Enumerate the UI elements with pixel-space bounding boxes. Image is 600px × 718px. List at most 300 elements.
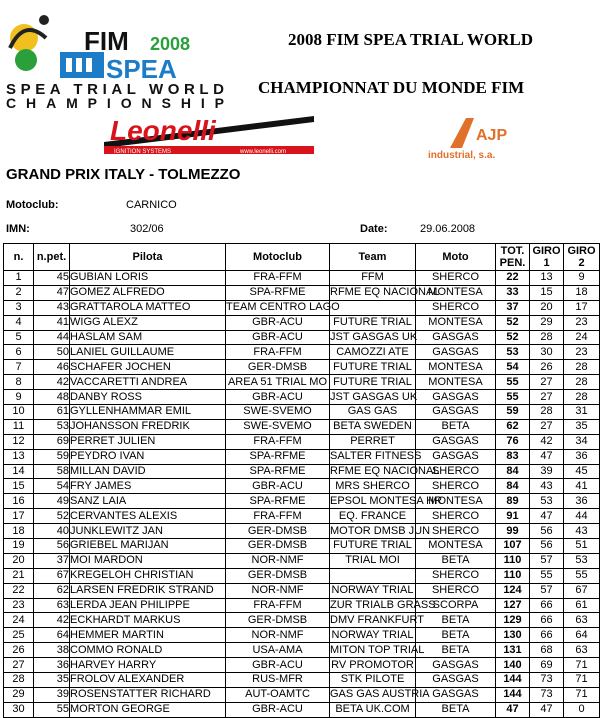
motoclub-label: Motoclub: bbox=[6, 199, 59, 211]
table-row bbox=[4, 568, 600, 583]
cell-rider: HASLAM SAM bbox=[70, 330, 226, 345]
table-row bbox=[4, 583, 600, 598]
cell-rider: FROLOV ALEXANDER bbox=[70, 673, 226, 688]
cell-total: 62 bbox=[496, 419, 530, 434]
cell-rider: LANIEL GUILLAUME bbox=[70, 345, 226, 360]
cell-rider: GRATTAROLA MATTEO bbox=[70, 300, 226, 315]
cell-lap1: 20 bbox=[530, 300, 564, 315]
cell-moto: SHERCO bbox=[416, 464, 496, 479]
cell-lap1: 66 bbox=[530, 598, 564, 613]
cell-moto: GASGAS bbox=[416, 390, 496, 405]
results-table bbox=[3, 243, 600, 718]
cell-motoclub: SPA-RFME bbox=[226, 285, 330, 300]
cell-total: 53 bbox=[496, 345, 530, 360]
cell-rank: 14 bbox=[4, 464, 34, 479]
cell-number: 64 bbox=[34, 628, 70, 643]
cell-lap2: 64 bbox=[564, 628, 600, 643]
cell-moto: GASGAS bbox=[416, 658, 496, 673]
cell-lap2: 61 bbox=[564, 598, 600, 613]
cell-rank: 22 bbox=[4, 583, 34, 598]
cell-motoclub: SWE-SVEMO bbox=[226, 419, 330, 434]
cell-motoclub: NOR-NMF bbox=[226, 553, 330, 568]
cell-number: 36 bbox=[34, 658, 70, 673]
table-row bbox=[4, 643, 600, 658]
cell-number: 61 bbox=[34, 405, 70, 420]
cell-rank: 1 bbox=[4, 271, 34, 286]
cell-lap2: 53 bbox=[564, 553, 600, 568]
cell-moto: BETA bbox=[416, 628, 496, 643]
cell-total: 129 bbox=[496, 613, 530, 628]
cell-moto: GASGAS bbox=[416, 405, 496, 420]
table-row bbox=[4, 509, 600, 524]
cell-lap2: 36 bbox=[564, 494, 600, 509]
table-row bbox=[4, 315, 600, 330]
cell-total: 107 bbox=[496, 539, 530, 554]
cell-motoclub: NOR-NMF bbox=[226, 583, 330, 598]
cell-moto: MONTESA bbox=[416, 360, 496, 375]
cell-lap2: 36 bbox=[564, 449, 600, 464]
cell-lap2: 71 bbox=[564, 673, 600, 688]
cell-lap1: 69 bbox=[530, 658, 564, 673]
cell-motoclub: FRA-FFM bbox=[226, 509, 330, 524]
cell-lap1: 47 bbox=[530, 702, 564, 717]
cell-lap1: 66 bbox=[530, 628, 564, 643]
cell-rank: 25 bbox=[4, 628, 34, 643]
cell-rider: ROSENSTATTER RICHARD bbox=[70, 687, 226, 702]
ajp-mark-icon bbox=[428, 114, 538, 150]
table-row bbox=[4, 658, 600, 673]
leonelli-sub: IGNITION SYSTEMS bbox=[114, 149, 172, 155]
table-row bbox=[4, 598, 600, 613]
cell-moto: MONTESA bbox=[416, 315, 496, 330]
cell-moto: SHERCO bbox=[416, 300, 496, 315]
cell-lap2: 41 bbox=[564, 479, 600, 494]
ajp-name: AJP bbox=[476, 127, 508, 144]
ajp-sub: industrial, s.a. bbox=[428, 150, 496, 161]
cell-number: 42 bbox=[34, 613, 70, 628]
cell-rank: 19 bbox=[4, 539, 34, 554]
cell-lap1: 73 bbox=[530, 673, 564, 688]
cell-rider: COMMO RONALD bbox=[70, 643, 226, 658]
cell-moto: BETA bbox=[416, 553, 496, 568]
cell-total: 52 bbox=[496, 315, 530, 330]
cell-total: 83 bbox=[496, 449, 530, 464]
document-header bbox=[0, 0, 600, 160]
col-tot-line2: PEN. bbox=[499, 257, 526, 269]
cell-moto: GASGAS bbox=[416, 345, 496, 360]
cell-lap2: 71 bbox=[564, 687, 600, 702]
table-row bbox=[4, 553, 600, 568]
cell-lap2: 28 bbox=[564, 360, 600, 375]
cell-total: 52 bbox=[496, 330, 530, 345]
cell-rank: 4 bbox=[4, 315, 34, 330]
cell-number: 37 bbox=[34, 553, 70, 568]
cell-rank: 28 bbox=[4, 673, 34, 688]
cell-rider: WIGG ALEXZ bbox=[70, 315, 226, 330]
cell-total: 33 bbox=[496, 285, 530, 300]
cell-number: 59 bbox=[34, 449, 70, 464]
table-row bbox=[4, 345, 600, 360]
cell-motoclub: AUT-OAMTC bbox=[226, 687, 330, 702]
cell-rank: 7 bbox=[4, 360, 34, 375]
cell-rank: 21 bbox=[4, 568, 34, 583]
cell-rider: HARVEY HARRY bbox=[70, 658, 226, 673]
cell-rank: 29 bbox=[4, 687, 34, 702]
cell-motoclub: GBR-ACU bbox=[226, 658, 330, 673]
cell-lap1: 26 bbox=[530, 360, 564, 375]
cell-total: 124 bbox=[496, 583, 530, 598]
cell-team bbox=[330, 568, 416, 583]
date-label: Date: bbox=[360, 223, 388, 235]
cell-team: JST GASGAS UK bbox=[330, 331, 418, 343]
logo-fim-text: FIM bbox=[84, 26, 129, 56]
cell-team: FFM bbox=[330, 271, 416, 286]
cell-motoclub: GER-DMSB bbox=[226, 539, 330, 554]
cell-moto: GASGAS bbox=[416, 687, 496, 702]
table-row bbox=[4, 628, 600, 643]
cell-team: JST GASGAS UK bbox=[330, 390, 418, 403]
cell-number: 45 bbox=[34, 271, 70, 286]
leonelli-logo bbox=[100, 112, 318, 156]
cell-moto: SHERCO bbox=[416, 479, 496, 494]
cell-total: 84 bbox=[496, 464, 530, 479]
cell-rider: JUNKLEWITZ JAN bbox=[70, 524, 226, 539]
cell-moto: BETA bbox=[416, 702, 496, 717]
cell-number: 69 bbox=[34, 434, 70, 449]
cell-team: MITON TOP TRIAL bbox=[330, 643, 425, 656]
cell-number: 49 bbox=[34, 494, 70, 509]
cell-rider: GYLLENHAMMAR EMIL bbox=[70, 405, 226, 420]
table-row bbox=[4, 300, 600, 315]
table-row bbox=[4, 464, 600, 479]
cell-number: 54 bbox=[34, 479, 70, 494]
cell-team: ZUR TRIALB GRASS bbox=[330, 599, 436, 612]
cell-moto: GASGAS bbox=[416, 434, 496, 449]
col-motoclub: Motoclub bbox=[226, 244, 330, 271]
cell-number: 39 bbox=[34, 687, 70, 702]
cell-motoclub: GBR-ACU bbox=[226, 479, 330, 494]
cell-lap1: 66 bbox=[530, 613, 564, 628]
cell-team: SALTER FITNESS bbox=[330, 450, 422, 463]
cell-team: GAS GAS AUSTRIA bbox=[330, 688, 430, 701]
cell-rank: 8 bbox=[4, 375, 34, 390]
col-giro1-line1: GIRO bbox=[532, 245, 561, 257]
page-title-en: 2008 FIM SPEA TRIAL WORLD bbox=[288, 30, 533, 49]
cell-rank: 27 bbox=[4, 658, 34, 673]
table-row bbox=[4, 494, 600, 509]
cell-lap2: 23 bbox=[564, 315, 600, 330]
col-tot-line1: TOT. bbox=[500, 245, 525, 257]
cell-lap1: 28 bbox=[530, 405, 564, 420]
cell-motoclub: NOR-NMF bbox=[226, 628, 330, 643]
table-row bbox=[4, 673, 600, 688]
col-npet: n.pet. bbox=[34, 244, 70, 271]
cell-lap2: 17 bbox=[564, 300, 600, 315]
col-giro2-line1: GIRO bbox=[567, 245, 596, 257]
cell-rank: 9 bbox=[4, 390, 34, 405]
cell-team bbox=[330, 300, 416, 315]
leonelli-url: www.leonelli.com bbox=[240, 149, 287, 155]
cell-lap1: 57 bbox=[530, 553, 564, 568]
table-row bbox=[4, 524, 600, 539]
cell-motoclub: TEAM CENTRO LAGO bbox=[226, 301, 340, 314]
cell-moto: GASGAS bbox=[416, 673, 496, 688]
cell-lap2: 18 bbox=[564, 285, 600, 300]
cell-rank: 24 bbox=[4, 613, 34, 628]
cell-moto: SHERCO bbox=[416, 271, 496, 286]
table-row bbox=[4, 360, 600, 375]
cell-rank: 16 bbox=[4, 494, 34, 509]
cell-total: 37 bbox=[496, 300, 530, 315]
cell-lap1: 15 bbox=[530, 285, 564, 300]
cell-motoclub: FRA-FFM bbox=[226, 434, 330, 449]
cell-team: TRIAL MOI bbox=[330, 553, 416, 568]
cell-moto: GASGAS bbox=[416, 449, 496, 464]
cell-team: BETA SWEDEN bbox=[330, 419, 416, 434]
cell-lap1: 27 bbox=[530, 390, 564, 405]
cell-lap2: 34 bbox=[564, 434, 600, 449]
cell-lap2: 28 bbox=[564, 375, 600, 390]
cell-lap2: 35 bbox=[564, 419, 600, 434]
cell-number: 53 bbox=[34, 419, 70, 434]
cell-rank: 13 bbox=[4, 449, 34, 464]
cell-rank: 15 bbox=[4, 479, 34, 494]
cell-motoclub: GBR-ACU bbox=[226, 702, 330, 717]
cell-team: GAS GAS bbox=[330, 405, 416, 420]
date-value: 29.06.2008 bbox=[420, 223, 476, 235]
table-row bbox=[4, 434, 600, 449]
cell-number: 63 bbox=[34, 598, 70, 613]
cell-number: 38 bbox=[34, 643, 70, 658]
cell-motoclub: GER-DMSB bbox=[226, 524, 330, 539]
cell-lap1: 57 bbox=[530, 583, 564, 598]
cell-rider: SCHAFER JOCHEN bbox=[70, 360, 226, 375]
cell-number: 58 bbox=[34, 464, 70, 479]
table-row bbox=[4, 285, 600, 300]
cell-moto: GASGAS bbox=[416, 330, 496, 345]
cell-team: STK PILOTE bbox=[330, 673, 416, 688]
cell-number: 50 bbox=[34, 345, 70, 360]
cell-rank: 11 bbox=[4, 419, 34, 434]
results-body bbox=[4, 271, 600, 718]
cell-total: 89 bbox=[496, 494, 530, 509]
cell-total: 110 bbox=[496, 568, 530, 583]
cell-team: MRS SHERCO bbox=[330, 479, 416, 494]
cell-motoclub: AREA 51 TRIAL MO bbox=[226, 375, 330, 390]
table-row bbox=[4, 449, 600, 464]
cell-number: 55 bbox=[34, 702, 70, 717]
cell-lap1: 29 bbox=[530, 315, 564, 330]
cell-lap1: 28 bbox=[530, 330, 564, 345]
logo-year: 2008 bbox=[150, 34, 191, 54]
cell-lap2: 55 bbox=[564, 568, 600, 583]
cell-rider: DANBY ROSS bbox=[70, 390, 226, 405]
cell-rank: 6 bbox=[4, 345, 34, 360]
cell-rider: FRY JAMES bbox=[70, 479, 226, 494]
cell-lap2: 23 bbox=[564, 345, 600, 360]
cell-moto: SHERCO bbox=[416, 509, 496, 524]
cell-lap2: 0 bbox=[564, 702, 600, 717]
cell-number: 67 bbox=[34, 568, 70, 583]
cell-rider: GOMEZ ALFREDO bbox=[70, 285, 226, 300]
table-row bbox=[4, 687, 600, 702]
cell-total: 91 bbox=[496, 509, 530, 524]
cell-lap2: 67 bbox=[564, 583, 600, 598]
cell-lap2: 24 bbox=[564, 330, 600, 345]
cell-moto: SHERCO bbox=[416, 583, 496, 598]
table-row bbox=[4, 702, 600, 717]
cell-rider: MOI MARDON bbox=[70, 553, 226, 568]
cell-lap2: 63 bbox=[564, 643, 600, 658]
cell-rider: VACCARETTI ANDREA bbox=[70, 375, 226, 390]
cell-rider: HEMMER MARTIN bbox=[70, 628, 226, 643]
cell-moto: MONTESA bbox=[416, 539, 496, 554]
table-row bbox=[4, 419, 600, 434]
cell-total: 54 bbox=[496, 360, 530, 375]
cell-lap1: 43 bbox=[530, 479, 564, 494]
cell-team: MOTOR DMSB JUN bbox=[330, 524, 431, 537]
cell-number: 52 bbox=[34, 509, 70, 524]
cell-number: 62 bbox=[34, 583, 70, 598]
cell-team: RFME EQ NACIONAL bbox=[330, 465, 440, 478]
cell-lap1: 13 bbox=[530, 271, 564, 286]
cell-lap2: 28 bbox=[564, 390, 600, 405]
cell-team: EQ. FRANCE bbox=[330, 509, 416, 524]
cell-rank: 5 bbox=[4, 330, 34, 345]
cell-lap1: 56 bbox=[530, 539, 564, 554]
cell-rider: PERRET JULIEN bbox=[70, 434, 226, 449]
cell-rider: PEYDRO IVAN bbox=[70, 449, 226, 464]
cell-team: BETA UK.COM bbox=[330, 702, 416, 717]
cell-rider: CERVANTES ALEXIS bbox=[70, 509, 226, 524]
cell-lap2: 31 bbox=[564, 405, 600, 420]
results-header-row bbox=[4, 244, 600, 271]
table-row bbox=[4, 539, 600, 554]
cell-total: 84 bbox=[496, 479, 530, 494]
cell-motoclub: GBR-ACU bbox=[226, 315, 330, 330]
cell-motoclub: RUS-MFR bbox=[226, 673, 330, 688]
cell-total: 144 bbox=[496, 673, 530, 688]
cell-motoclub: GER-DMSB bbox=[226, 360, 330, 375]
cell-lap1: 27 bbox=[530, 419, 564, 434]
cell-moto: MONTESA bbox=[416, 494, 496, 509]
cell-team: FUTURE TRIAL bbox=[330, 539, 416, 554]
page-title-fr: CHAMPIONNAT DU MONDE FIM bbox=[258, 78, 525, 97]
cell-total: 131 bbox=[496, 643, 530, 658]
cell-lap1: 39 bbox=[530, 464, 564, 479]
cell-team: RFME EQ NACIONAL bbox=[330, 286, 440, 299]
col-pilota: Pilota bbox=[70, 244, 226, 271]
cell-motoclub: FRA-FFM bbox=[226, 345, 330, 360]
cell-moto: BETA bbox=[416, 419, 496, 434]
cell-motoclub: USA-AMA bbox=[226, 643, 330, 658]
cell-team: EPSOL MONTESA HR bbox=[330, 494, 443, 507]
cell-total: 144 bbox=[496, 687, 530, 702]
cell-rider: LERDA JEAN PHILIPPE bbox=[70, 598, 226, 613]
col-moto: Moto bbox=[416, 244, 496, 271]
cell-total: 55 bbox=[496, 390, 530, 405]
event-title: GRAND PRIX ITALY - TOLMEZZO bbox=[6, 166, 241, 183]
cell-lap1: 56 bbox=[530, 524, 564, 539]
cell-total: 110 bbox=[496, 553, 530, 568]
leonelli-name: Leonelli bbox=[110, 115, 216, 146]
cell-rank: 2 bbox=[4, 285, 34, 300]
cell-motoclub: SPA-RFME bbox=[226, 449, 330, 464]
cell-lap1: 30 bbox=[530, 345, 564, 360]
cell-total: 140 bbox=[496, 658, 530, 673]
cell-lap1: 68 bbox=[530, 643, 564, 658]
cell-lap2: 44 bbox=[564, 509, 600, 524]
cell-rider: KREGELOH CHRISTIAN bbox=[70, 568, 226, 583]
cell-lap1: 55 bbox=[530, 568, 564, 583]
cell-lap2: 45 bbox=[564, 464, 600, 479]
cell-motoclub: SWE-SVEMO bbox=[226, 405, 330, 420]
cell-total: 22 bbox=[496, 271, 530, 286]
cell-number: 46 bbox=[34, 360, 70, 375]
cell-motoclub: FRA-FFM bbox=[226, 598, 330, 613]
cell-number: 47 bbox=[34, 285, 70, 300]
logo-line-2: CHAMPIONSHIP bbox=[6, 95, 224, 111]
table-row bbox=[4, 330, 600, 345]
cell-total: 130 bbox=[496, 628, 530, 643]
cell-moto: BETA bbox=[416, 613, 496, 628]
cell-moto: BETA bbox=[416, 643, 496, 658]
cell-motoclub: GER-DMSB bbox=[226, 613, 330, 628]
cell-lap2: 71 bbox=[564, 658, 600, 673]
cell-lap2: 9 bbox=[564, 271, 600, 286]
cell-lap1: 73 bbox=[530, 687, 564, 702]
cell-lap1: 53 bbox=[530, 494, 564, 509]
cell-motoclub: SPA-RFME bbox=[226, 464, 330, 479]
cell-lap1: 47 bbox=[530, 449, 564, 464]
cell-number: 41 bbox=[34, 315, 70, 330]
cell-team: NORWAY TRIAL bbox=[330, 583, 416, 598]
col-tot bbox=[496, 244, 530, 271]
ajp-logo bbox=[428, 114, 538, 164]
cell-rank: 23 bbox=[4, 598, 34, 613]
cell-rank: 26 bbox=[4, 643, 34, 658]
table-row bbox=[4, 271, 600, 286]
cell-total: 76 bbox=[496, 434, 530, 449]
table-row bbox=[4, 375, 600, 390]
cell-motoclub: SPA-RFME bbox=[226, 494, 330, 509]
cell-rider: MILLAN DAVID bbox=[70, 464, 226, 479]
cell-number: 42 bbox=[34, 375, 70, 390]
col-team: Team bbox=[330, 244, 416, 271]
logo-spea-text: SPEA bbox=[106, 54, 177, 84]
table-row bbox=[4, 479, 600, 494]
cell-rank: 3 bbox=[4, 300, 34, 315]
fim-spea-logo bbox=[4, 8, 228, 111]
cell-total: 55 bbox=[496, 375, 530, 390]
cell-lap1: 47 bbox=[530, 509, 564, 524]
col-giro2-line2: 2 bbox=[578, 257, 585, 269]
cell-number: 43 bbox=[34, 300, 70, 315]
cell-number: 48 bbox=[34, 390, 70, 405]
cell-moto: MONTESA bbox=[416, 375, 496, 390]
table-row bbox=[4, 390, 600, 405]
cell-team: RV PROMOTOR bbox=[331, 658, 414, 671]
cell-lap2: 63 bbox=[564, 613, 600, 628]
cell-team: FUTURE TRIAL bbox=[330, 315, 416, 330]
cell-number: 35 bbox=[34, 673, 70, 688]
cell-rider: GUBIAN LORIS bbox=[70, 271, 226, 286]
cell-team: DMV FRANKFURT bbox=[330, 613, 424, 626]
cell-moto: SCORPA bbox=[416, 598, 496, 613]
cell-rank: 12 bbox=[4, 434, 34, 449]
cell-team: PERRET bbox=[330, 434, 416, 449]
table-row bbox=[4, 613, 600, 628]
